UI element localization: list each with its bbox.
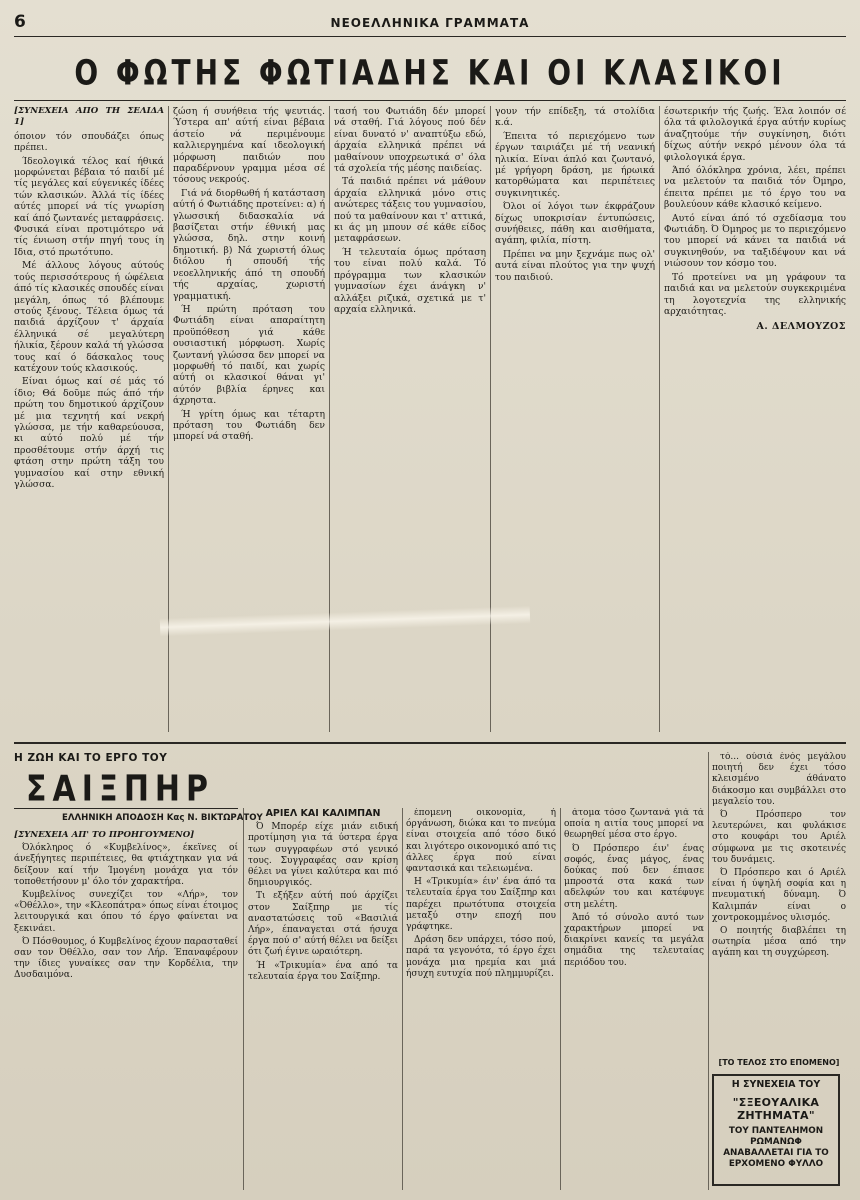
article-column-2 [173,106,325,732]
paragraph: Πρέπει να μην ξεχνάμε πως ολ' αυτά είναι πλούτος για την ψυχή του παιδιού. [495,248,655,283]
paragraph: έπομενη οικονομία, ή όργάνωση, διώκα και το πνεύμα είναι στοιχεία από τόσο δικό και λιγότερο οικονομικό από τις άλλες έργα πού είναι φαντασικά και τελειωμένα. [406,808,556,875]
article-column-3 [334,106,486,732]
continuation-note: [ΣΥΝΕΧΕΙΑ ΑΠΟ ΤΗ ΣΕΛΙΔΑ 1] [14,106,164,128]
paragraph: Η «Τρικυμία» έιν' ένα άπό τα τελευταία έργα του Σαίξπηρ και παρέχει πρωτότυπα στοιχεία μεταξύ στην εποχή που γράφτηκε. [406,877,556,933]
second-article-title: ΣΑΙΞΠΗΡ [26,768,215,810]
title-underline [14,808,238,809]
publication-masthead: ΝΕΟΕΛΛΗΝΙΚΑ ΓΡΑΜΜΑΤΑ [330,16,530,30]
paragraph: Δράση δεν υπάρχει, τόσο πού, παρά τα γεγονότα, τό έργο έχει μονάχα μια ηρεμία και μιά ήσυχη ευτυχία πού πλημμυρίζει. [406,935,556,979]
paragraph: Τά παιδιά πρέπει νά μάθουν άρχαία ελληνικά μόνο στις ανώτερες τάξεις του γυμνασίου, πού τα μαθαίνουν και τ' αττικά, κι άς μη μπουν σέ κάθε είδος μεταφράσεων. [334,176,486,245]
paragraph: Γιά νά διορθωθή ή κατάσταση αύτή ό Φωτιάδης προτείνει: α) ή γλωσσική διδασκαλία νά βασίζεται στήν έθνική μας γλώσσα, δηλ. στην κοινή δημοτική. β) Νά χωριστή όλως διόλου ή σπουδή τής νεοελληνικής άπό τη σπουδή τής αρχαίας, χωριστή γραμματική. [173,187,325,302]
announcement-lead: Η ΣΥΝΕΧΕΙΑ ΤΟΥ [731,1079,821,1090]
paragraph: Ο ποιητής διαβλέπει τη σωτηρία μέσα από την αγάπη και τη συγχώρεση. [712,926,846,959]
paragraph: γουν τήν επίδεξη, τά στολίδια κ.ά. [495,106,655,129]
column-divider [243,808,244,1190]
second-article-kicker: Η ΖΩΗ ΚΑΙ ΤΟ ΕΡΓΟ ΤΟΥ [14,752,168,764]
second-article-column-2 [248,808,398,1190]
continuation-note: [ΣΥΝΕΧΕΙΑ ΑΠ' ΤΟ ΠΡΟΗΓΟΥΜΕΝΟ] [14,830,195,840]
paragraph: Όλοι οί λόγοι των έκφράζουν δίχως υποκρισίαν έντυπώσεις, συνήθειες, πάθη και αισθήματα, αγάπη, φιλία, πίστη. [495,201,655,247]
section-divider [14,742,846,744]
column-divider [329,106,330,732]
author-signature: Α. ΔΕΛΜΟΥΖΟΣ [756,321,846,333]
announcement-box [712,1074,840,1186]
paragraph: Όλόκληρος ό «Κυμβελίνος», έκεϊνες οί άνεξήγητες περιπέτειες, θα φτιάχτηκαν για νά δείξουν καί τήν Ίμογένη μονάχα για τόν τοποθετήσουν μ' όλο τόν χαρακτήρα. [14,843,238,887]
paragraph: Ό Πόσθουμος, ό Κυμβελίνος έχουν παρασταθεί σαν τον Όθέλλο, σαν τον Λήρ. Έπαναφέρουν την ίδιες γυναίκες σαν την Κορδέλια, την Δυσδαιμόνα. [14,936,238,981]
paragraph: Ή «Τρικυμία» ένα από τα τελευταία έργα του Σαίξπηρ. [248,960,398,982]
column-divider [659,106,660,732]
second-article-column-4 [564,808,704,1190]
paragraph: Αυτό είναι άπό τό σχεδίασμα του Φωτιάδη. Ό Όμηρος με το περιεχόμενο του μπορεί νά κάνει τα παιδιά νά συγκινηθούν, να ταξιδέψουν και νά νιώσουν τον κόσμο του. [664,212,846,270]
article-headline: Ο ΦΩΤΗΣ ΦΩΤΙΑΔΗΣ ΚΑΙ ΟΙ ΚΛΑΣΙΚΟΙ [74,52,786,94]
article-column-1 [14,106,164,732]
paragraph: όποιον τόν σπουδάζει όπως πρέπει. [14,130,164,154]
announcement-text: ΤΟΥ ΠΑΝΤΕΛΗΜΟΝ ΡΩΜΑΝΩΦ ΑΝΑΒΑΛΛΕΤΑΙ ΓΙΑ ΤΟ ΕΡΧΟΜΕΝΟ ΦΥΛΛΟ [723,1126,829,1169]
column-divider [560,808,561,1190]
column-divider [168,106,169,732]
paragraph: έσωτερικήν τής ζωής. Έλα λοιπόν σέ όλα τά φιλολογικά έργα αύτήν κυρίως άναζητούμε τήν συγκίνηση, διότι δίχως αύτήν νεκρό μένουν όλα τά φιλολογικά έργα. [664,106,846,163]
section-heading: ΑΡΙΕΛ ΚΑΙ ΚΑΛΙΜΠΑΝ [265,808,381,819]
announcement-title: "ΣΞΕΟΥΑΛΙΚΑ ΖΗΤΗΜΑΤΑ" [732,1096,820,1122]
paragraph: Ίδεολογικά τέλος καί ήθικά μορφώνεται βέβαια τό παιδί μέ τίς μεγάλες καί εύγενικές ίδέες τών κλασικών. Άλλά τίς ίδέες αύτές μπορεί νά τίς γνωρίση καί άπό ζωντανές μεταφράσεις. Φυσικά είναι προτιμότερο νά τίς ένιωση στήν πηγή τους ίη Ιδια, στό πρωτότυπο. [14,155,164,258]
end-note: [ΤΟ ΤΕΛΟΣ ΣΤΟ ΕΠΟΜΕΝΟ] [718,1058,840,1067]
paragraph: Ή πρώτη πρόταση του Φωτιάδη είναι απαραίτητη προϋπόθεση γιά κάθε ουσιαστική μόρφωση. Χωρίς ζωντανή γλώσσα δεν μπορεί να μορφωθή τό παιδί, και χωρίς αύτή οι κλασικοί θάναι γι' αύτόν βιβλία έρηνες και άχρηστα. [173,303,325,407]
article-column-4 [495,106,655,732]
paragraph: Τό προτείνει να μη γράφουν τα παιδιά και να μελετούν συγκεκριμένα τη λογοτεχνία της ελληνικής αρχαιότητας. [664,271,846,317]
paragraph: Είναι όμως καί σέ μάς τό ίδιο; Θά δοῦμε πώς άπό τήν πρώτη του δημοτικού άρχίζουν μέ μια τεχνητή καί νεκρή γλώσσα, με τήν καθαρεύουσα, κι αύτό πολύ μέ τήν προσθέτουμε στήν άρχή τις φτάση στην πρώτη τάξη του γυμνασίου καί στην εθνική γλώσσα. [14,376,164,490]
second-article-column-1 [14,830,238,1190]
paragraph: Άπό όλόκληρα χρόνια, λέει, πρέπει να μελετούν τα παιδιά τόν Όμηρο, έπειτα πρέπει με τό έργο του να βουλεύουν κάθε κλασικό κείμενο. [664,165,846,211]
second-article-column-3 [406,808,556,1190]
paragraph: Μέ άλλους λόγους αύτούς τούς περισσότερους ή ώφέλεια άπό τίς κλασικές σπουδές είναι μεγάλη, όπως τό βλέπουμε στούς ξένους. Τέλεια όμως τά παιδιά άρχίζουν τ' άρχαία έλληνικά σέ μεγαλύτερη ήλικία, ξέρουν καλά τή γλώσσα τους καί ό δάσκαλος τους κατέχουν τούς κλασικούς. [14,260,164,374]
headline-divider [14,100,846,101]
column-divider [708,752,709,1190]
page-number: 6 [14,12,26,32]
paragraph: Ό Πρόσπερο και ό Αριέλ είναι ή ύψηλή σοφία και η πνευματική δύναμη. Ό Καλιμπάν είναι ο χοντροκομμένος υλισμός. [712,868,846,923]
column-divider [402,808,403,1190]
paragraph: Τι εξήξεν αύτή πού άρχίζει στον Σαίξπηρ με τίς αναστατώσεις τοῦ «Βασιλιά Λήρ», έπαναγεται στά ήσυχα έργα πού σ' αύτή θέλει να δείξει ότι ζωή έγινε ωραιότερη. [248,891,398,958]
paragraph: Ή γρίτη όμως και τέταρτη πρόταση του Φωτιάδη δεν μπορεί νά σταθή. [173,408,325,443]
top-divider [14,36,846,37]
paragraph: τό... ούσιά ένός μεγάλου ποιητή δεν έχει τόσο κλεισμένο άθάνατο διάκοσμο και συμβάλλει στο μεγαλείο του. [712,752,846,807]
paragraph: ζώση ή συνήθεια τής ψευτιάς. Ύστερα απ' αύτή είναι βέβαια άστείο νά περιμένουμε καλλιεργημένα καί ιδεολογική μόρφωση παιδιών που παραδέρνουν γραμμα μέσα σέ τόσους νεκρούς. [173,106,325,186]
paragraph: Ό Πρόσπερο τον λευτερώνει, και φυλάκισε στο κουφάρι του Αριέλ σύμφωνα με τις σκοτεινές του δυνάμεις. [712,810,846,865]
paragraph: Έπειτα τό περιεχόμενο των έργων ταιριάζει μέ τή νεανική ηλικία. Είναι άπλό και ζωντανό, μέ γρήγορη δράση, με ήρωικά κατορθώματα και περιπέτειες συγκινητικές. [495,130,655,199]
paragraph: τασή του Φωτιάδη δέν μπορεί νά σταθή. Γιά λόγους πού δέν είναι δυνατό ν' αναπτύξω εδώ, άρχαία ελληνικά πρέπει νά μαθαίνουν υποχρεωτικά σ' όλα τά σχολεία τής μέσης παιδείας. [334,106,486,175]
second-article-column-5 [712,752,846,1054]
paragraph: Ό Μπορέρ είχε μιάν ειδική προτίμηση για τά ύστερα έργα των συγγραφέων στό γενικό τους. Συγγραφέας σαν κρίση θέλει να γίνει καλύτερα και πιό δημιουργικός. [248,822,398,889]
paragraph: Ό Πρόσπερο έιν' ένας σοφός, ένας μάγος, ένας δούκας πού δεν έπιασε μπροστά στα κακά των αδελφών του και κατέφυγε στη μελέτη. [564,843,704,910]
paragraph: Κυμβελίνος συνεχίζει τον «Λήρ», τον «Όθέλλο», την «Κλεοπάτρα» όπως είναι έτοιμος λειτουργικά και όπου τό έργο φαίνεται να ξεκινάει. [14,890,238,934]
column-divider [490,106,491,732]
paragraph: Ή τελευταία όμως πρόταση του είναι πολύ καλά. Τό πρόγραμμα των κλασικών γυμνασίων έχει άνάγκη ν' αλλάξει ριζικά, σχετικά με τ' αρχαία ελληνικά. [334,246,486,315]
second-article-byline: ΕΛΛΗΝΙΚΗ ΑΠΟΔΟΣΗ Κας Ν. ΒΙΚΤΩΡΑΤΟΥ [62,813,263,823]
paragraph: Άπό τό σύνολο αυτό των χαρακτήρων μπορεί να διακρίνει κανείς τα μεγάλα σημάδια της τελευταίας περιόδου του. [564,912,704,968]
paragraph: άτομα τόσο ζωντανά γιά τά οποία η αιτία τους μπορεί να θεωρηθεί μέσα στο έργο. [564,808,704,841]
article-column-5 [664,106,846,732]
